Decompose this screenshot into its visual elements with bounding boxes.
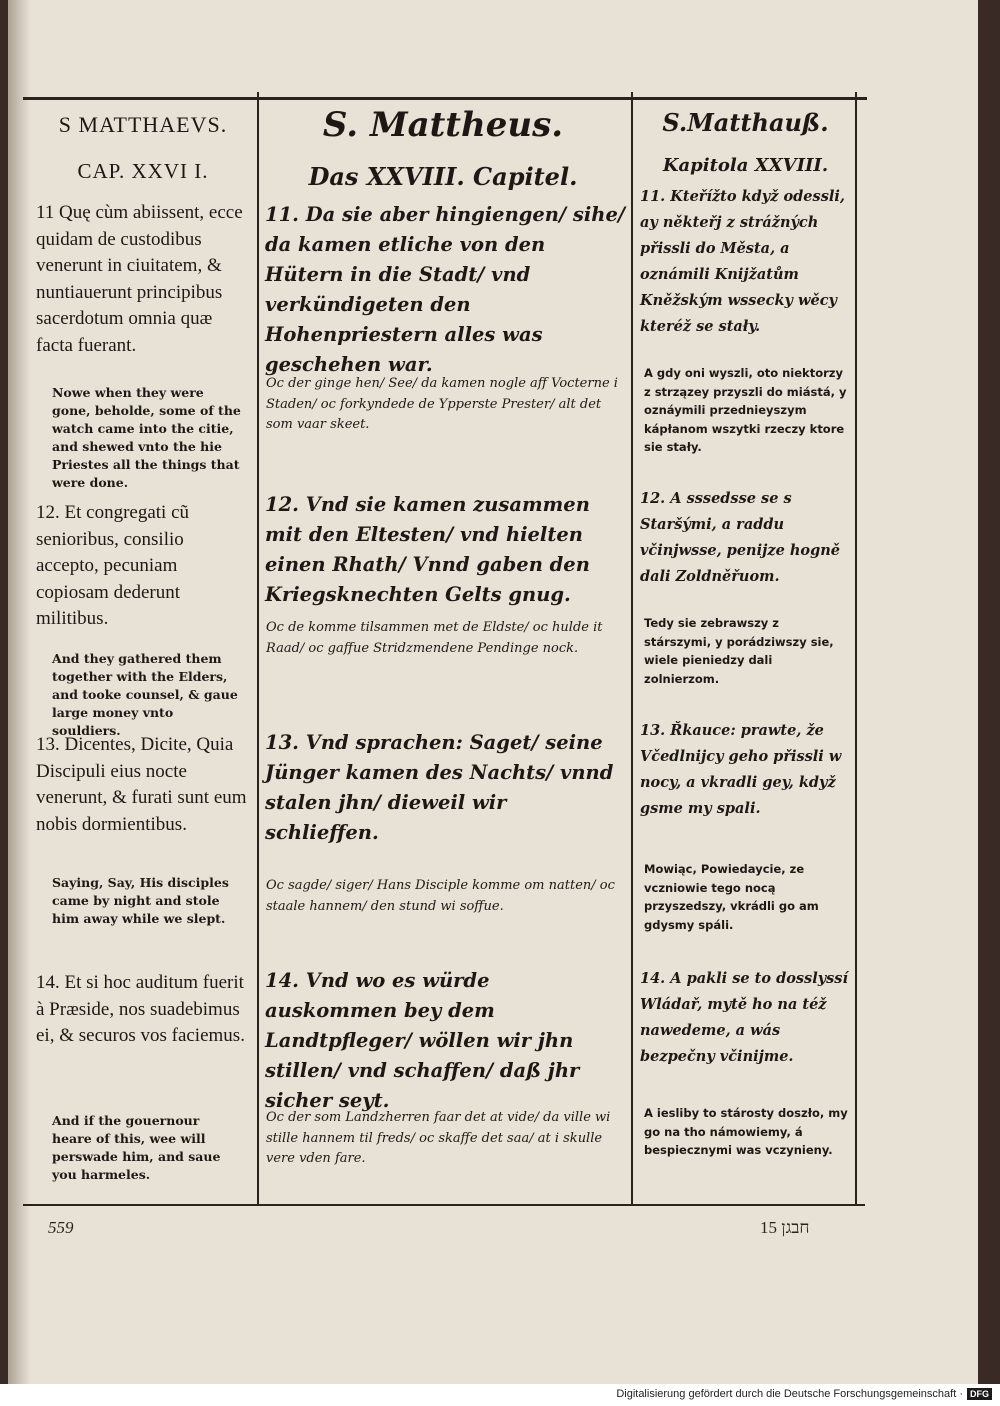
- page-number-right: חבגן 15: [760, 1218, 810, 1237]
- column-divider-2: [631, 92, 633, 1204]
- german-verse-12: 12. Vnd sie kamen zusammen mit den Eltesten/ vnd hielten einen Rhath/ Vnnd gaben den Kriegsknechten Gelts gnug.: [265, 493, 590, 606]
- german-chapter: Das XXVIII. Capitel.: [308, 162, 578, 191]
- german-verse-13: 13. Vnd sprachen: Saget/ seine Jünger kamen des Nachts/ vnnd stalen jhn/ dieweil wir schlieffen.: [265, 731, 614, 844]
- digitization-credit: [616, 1388, 992, 1400]
- english-verse-14: And if the gouernour heare of this, wee will perswade him, and saue you harmeles.: [52, 1113, 221, 1182]
- polish-verse-14: A iesliby to stárosty doszło, my go na tho námowiemy, á bespiecznymi was vczynieny.: [644, 1106, 848, 1157]
- polish-verse-12: Tedy sie zebrawszy z stárszymi, y porádziwszy sie, wiele pieniedzy dali zolnierzom.: [644, 616, 834, 686]
- danish-verse-12: Oc de komme tilsammen met de Eldste/ oc hulde it Raad/ oc gaffue Stridzmendene Pendinge nock.: [266, 620, 603, 656]
- english-verse-12: And they gathered them together with the Elders, and tooke counsel, & gaue large money vnto souldiers.: [52, 651, 238, 738]
- english-verse-13: Saying, Say, His disciples came by night and stole him away while we slept.: [52, 875, 229, 926]
- czech-verse-11: 11. Kteřížto když odessli, ay někteřj z strážných přissli do Města, a oznámili Knijžatům Kněžským wssecky wěcy kteréž se stały.: [640, 188, 845, 335]
- czech-chapter: Kapitola XXVIII.: [662, 155, 829, 176]
- czech-header: S.Matthauß.: [662, 108, 829, 137]
- paper-sheet: [8, 0, 978, 1384]
- footer-rule: [23, 1204, 865, 1206]
- page-number-left: 559: [48, 1218, 74, 1237]
- danish-verse-11: Oc der ginge hen/ See/ da kamen nogle aff Vocterne i Staden/ oc forkyndede de Ypperste Prester/ alt det som vaar skeet.: [266, 376, 618, 432]
- latin-verse-13: 13. Dicentes, Dicite, Quia Discipuli eius nocte venerunt, & furati sunt eum nobis dormientibus.: [36, 734, 247, 835]
- latin-chapter: CAP. XXVI I.: [77, 159, 209, 183]
- czech-verse-13: 13. Řkauce: prawte, že Včedlnijcy geho přissli w nocy, a vkradli gey, když gsme my spali.: [640, 722, 842, 817]
- column-divider-1: [257, 92, 259, 1204]
- latin-verse-11: 11 Quę cùm abiissent, ecce quidam de custodibus venerunt in ciuitatem, & nuntiauerunt principibus sacerdotum omnia quæ facta fuerant.: [36, 202, 243, 356]
- credit-text: Digitalisierung gefördert durch die Deutsche Forschungsgemeinschaft ·: [616, 1388, 963, 1400]
- polish-verse-13: Mowiąc, Powiedaycie, ze vczniowie tego nocą przyszedszy, vkrádli go am gdysmy spáli.: [644, 862, 819, 932]
- right-border: [855, 92, 857, 1204]
- danish-verse-14: Oc der som Landzherren faar det at vide/ da ville wi stille hannem til freds/ oc skaffe det saa/ at i skulle vere vden fare.: [266, 1110, 611, 1166]
- top-rule: [23, 97, 867, 100]
- latin-verse-14: 14. Et si hoc auditum fuerit à Præside, nos suadebimus ei, & securos vos faciemus.: [36, 972, 245, 1046]
- german-header: S. Mattheus.: [322, 105, 564, 145]
- czech-verse-14: 14. A pakli se to dosslyssí Wládař, mytě ho na též nawedeme, a wás bezpečny včinijme.: [640, 970, 848, 1065]
- dfg-logo: DFG: [967, 1388, 992, 1400]
- english-verse-11: Nowe when they were gone, beholde, some of the watch came into the citie, and shewed vnto the hie Priestes all the things that were done.: [52, 385, 241, 490]
- latin-verse-12: 12. Et congregati cũ senioribus, consilio accepto, pecuniam copiosam dederunt militibus.: [36, 502, 190, 629]
- latin-header: S MATTHAEVS.: [58, 112, 228, 137]
- german-verse-11: 11. Da sie aber hingiengen/ sihe/ da kamen etliche von den Hütern in die Stadt/ vnd verkündigeten den Hohenpriestern alles was geschehen war.: [265, 203, 625, 376]
- polish-verse-11: A gdy oni wyszli, oto niektorzy z strzązey przyszli do miástá, y oznáymili przednieyszym kápłanom wszytki rzeczy ktore sie stały.: [644, 366, 847, 454]
- danish-verse-13: Oc sagde/ siger/ Hans Disciple komme om natten/ oc staale hannem/ den stund wi soffue.: [266, 878, 615, 914]
- czech-verse-12: 12. A sssedsse se s Staršými, a raddu včinjwsse, penijze hogně dali Zoldněřuom.: [640, 490, 840, 585]
- german-verse-14: 14. Vnd wo es würde auskommen bey dem Landtpfleger/ wöllen wir jhn stillen/ vnd schaffen/ daß jhr sicher seyt.: [265, 969, 580, 1112]
